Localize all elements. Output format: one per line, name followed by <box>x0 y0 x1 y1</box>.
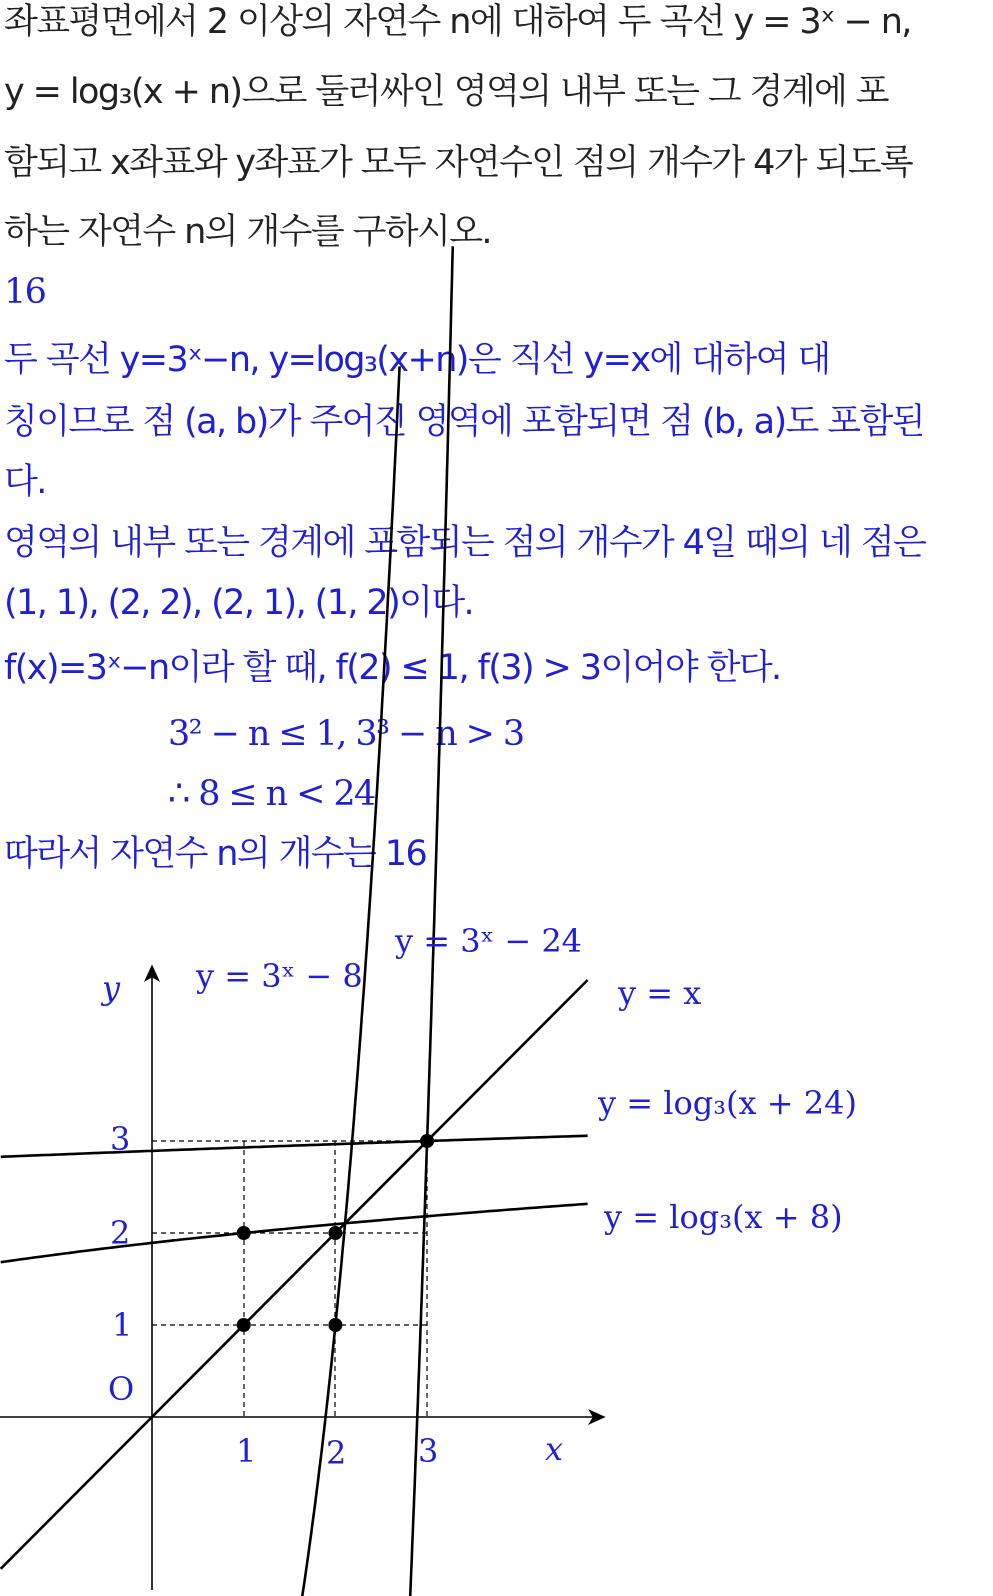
y-tick-2: 2 <box>110 1214 131 1252</box>
line-y-equals-x <box>1 980 588 1569</box>
curve-log-plus-24 <box>1 1136 588 1157</box>
problem-line-2: y = log₃(x + n)으로 둘러싸인 영역의 내부 또는 그 경계에 포 <box>4 72 888 112</box>
x-tick-1: 1 <box>236 1432 257 1470</box>
curve-log-plus-8 <box>1 1204 588 1262</box>
lattice-point <box>237 1226 251 1240</box>
solution-line-5: (1, 1), (2, 2), (2, 1), (1, 2)이다. <box>4 583 474 623</box>
lattice-point <box>237 1318 251 1332</box>
problem-line-4: 하는 자연수 n의 개수를 구하시오. <box>4 212 491 252</box>
label-exp-minus-24: y = 3ˣ − 24 <box>395 922 583 960</box>
label-y-equals-x: y = x <box>618 974 702 1012</box>
solution-line-4: 영역의 내부 또는 경계에 포함되는 점의 개수가 4일 때의 네 점은 <box>4 523 926 563</box>
problem-line-1: 좌표평면에서 2 이상의 자연수 n에 대하여 두 곡선 y = 3ˣ − n, <box>4 2 911 42</box>
origin-label: O <box>108 1370 135 1408</box>
problem-line-3: 함되고 x좌표와 y좌표가 모두 자연수인 점의 개수가 4가 되도록 <box>4 143 913 183</box>
x-axis-label: x <box>545 1430 564 1468</box>
lattice-point <box>420 1134 434 1148</box>
y-tick-3: 3 <box>110 1120 131 1158</box>
lattice-point <box>328 1318 342 1332</box>
y-tick-1: 1 <box>112 1306 133 1344</box>
solution-line-6: f(x)=3ˣ−n이라 할 때, f(2) ≤ 1, f(3) > 3이어야 한다. <box>4 648 781 688</box>
solution-line-3: 다. <box>4 462 46 502</box>
label-log-plus-24: y = log₃(x + 24) <box>598 1084 857 1122</box>
lattice-point <box>328 1226 342 1240</box>
conclusion: 따라서 자연수 n의 개수는 16 <box>4 834 427 874</box>
answer: 16 <box>4 272 46 312</box>
label-exp-minus-8: y = 3ˣ − 8 <box>196 957 363 995</box>
solution-line-2: 칭이므로 점 (a, b)가 주어진 영역에 포함되면 점 (b, a)도 포함된 <box>4 402 924 442</box>
x-tick-3: 3 <box>418 1432 439 1470</box>
equation-1: 3² − n ≤ 1, 3³ − n > 3 <box>168 714 524 754</box>
y-axis-label: y <box>102 969 121 1007</box>
solution-line-1: 두 곡선 y=3ˣ−n, y=log₃(x+n)은 직선 y=x에 대하여 대 <box>4 340 830 380</box>
equation-2: ∴ 8 ≤ n < 24 <box>168 774 375 814</box>
x-tick-2: 2 <box>326 1434 347 1472</box>
label-log-plus-8: y = log₃(x + 8) <box>604 1198 843 1236</box>
